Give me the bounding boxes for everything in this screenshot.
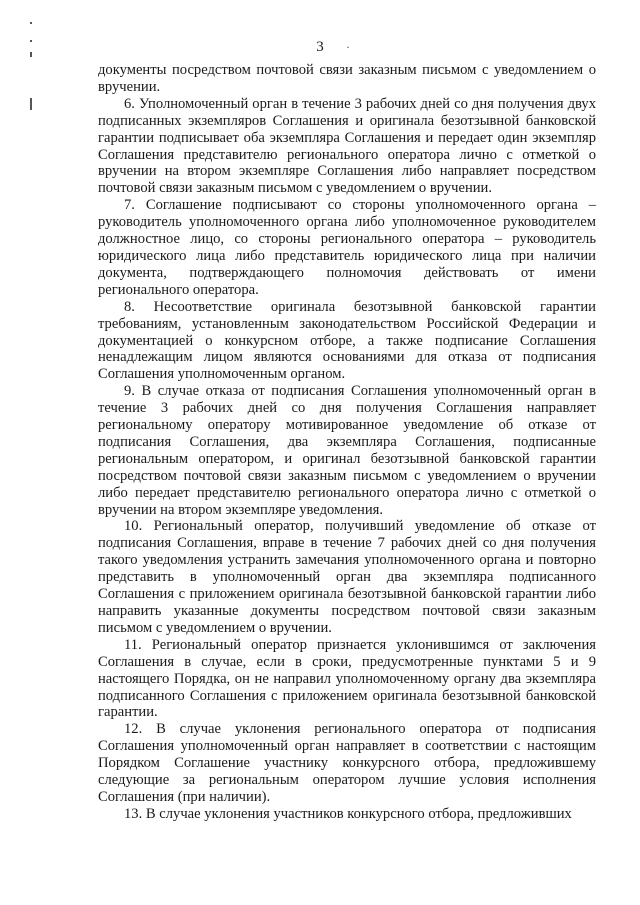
paragraph-11: 11. Региональный оператор признается уклонившимся от заключения Соглашения в случае, если в сроки, предусмотренные пунктами 5 и 9 настоящего Порядка, он не направил уполномоченному органу два экземпляра подписанного Соглашения с приложением оригинала безотзывной банковской гарантии. [98,636,596,721]
paragraph-12: 12. В случае уклонения регионального оператора от подписания Соглашения уполномоченный орган направляет в соответствии с настоящим Порядком Соглашение участнику конкурсного отбора, предложившему следующие за региональным оператором лучшие условия исполнения Соглашения (при наличии). [98,721,596,805]
scan-speck: · [346,40,350,54]
scan-margin-mark [30,40,32,42]
paragraph-10: 10. Региональный оператор, получивший уведомление об отказе от подписания Соглашения, вправе в течение 7 рабочих дней со дня получения такого уведомления устранить замечания уполномоченного органа и повторно представить в уполномоченный орган два экземпляра подписанного Соглашения с приложением оригинала безотзывной банковской гарантии либо направить указанные документы посредством почтовой связи заказным письмом с уведомлением о вручении. [98,518,596,636]
scan-margin-mark [30,52,32,57]
scan-margin-mark [30,22,32,24]
paragraph-6: 6. Уполномоченный орган в течение 3 рабочих дней со дня получения двух подписанных экземпляров Соглашения и оригинала безотзывной банковской гарантии подписывает оба экземпляра Соглашения и передает один экземпляр Соглашения представителю регионального оператора лично с отметкой о вручении на втором экземпляре Соглашения либо направляет посредством почтовой связи заказным письмом с уведомлением о вручении. [98,95,596,197]
paragraph-13: 13. В случае уклонения участников конкурсного отбора, предложивших [124,805,572,822]
page-number: 3 [316,39,324,55]
paragraph-7: 7. Соглашение подписывают со стороны уполномоченного органа – руководитель уполномоченного органа либо уполномоченное руководителем должностное лицо, со стороны регионального оператора – руководитель юридического лица либо представитель юридического лица при наличии документа, подтверждающего полномочия действовать от имени регионального оператора. [98,197,596,298]
document-body [98,62,596,823]
scan-margin-mark [30,98,32,110]
paragraph-continuation: документы посредством почтовой связи заказным письмом с уведомлением о вручении. [98,62,596,95]
paragraph-9: 9. В случае отказа от подписания Соглашения уполномоченный орган в течение 3 рабочих дней со дня получения Соглашения направляет региональному оператору мотивированное уведомление об отказе от подписания Соглашения, два экземпляра Соглашения, подписанные региональным оператором, и оригинал безотзывной банковской гарантии посредством почтовой связи заказным письмом с уведомлением о вручении либо передает представителю регионального оператора лично с отметкой о вручении на втором экземпляре уведомления. [98,383,596,518]
paragraph-8: 8. Несоответствие оригинала безотзывной банковской гарантии требованиям, установленным законодательством Российской Федерации и документацией о конкурсном отборе, а также подписание Соглашения ненадлежащим лицом являются основаниями для отказа от подписания Соглашения уполномоченным органом. [98,298,596,383]
